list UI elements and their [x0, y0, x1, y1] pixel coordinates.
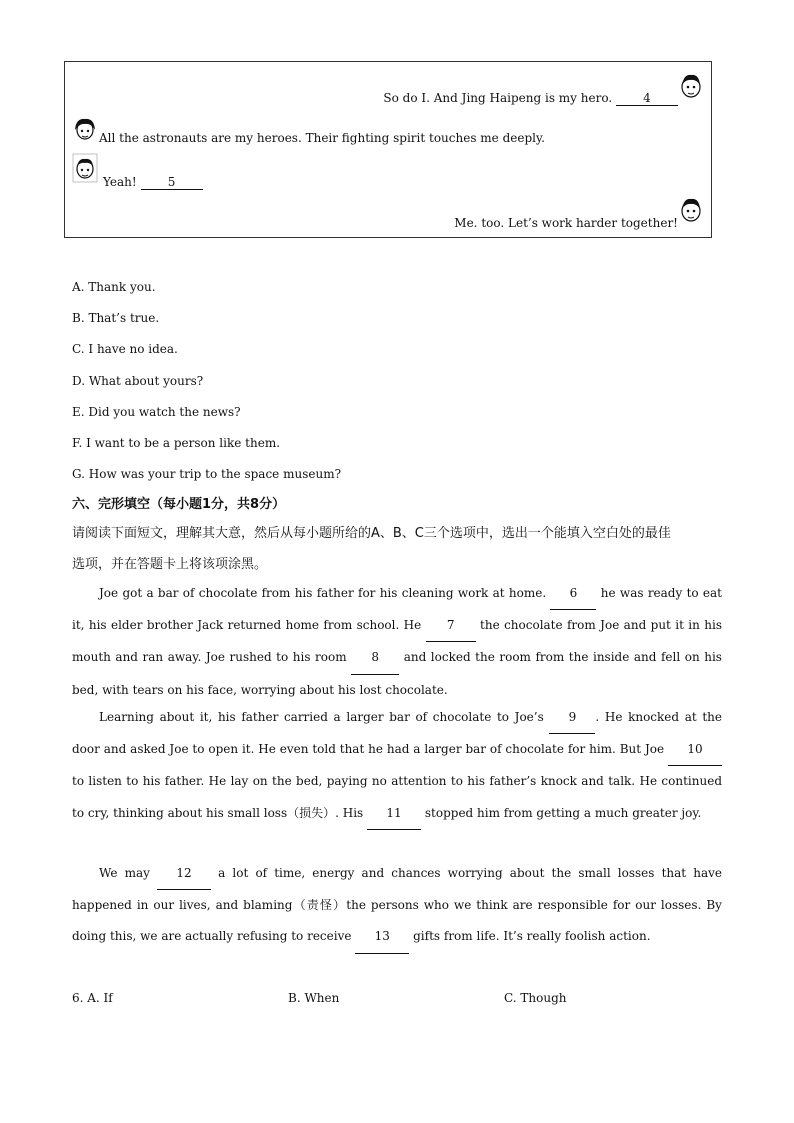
blank-9: 9: [549, 702, 595, 734]
option-a: A. Thank you.: [72, 280, 156, 294]
dialog-line-4: Me. too. Let’s work harder together!: [454, 216, 678, 230]
blank-6: 6: [550, 578, 596, 610]
blank-13: 13: [355, 921, 409, 953]
blank-10: 10: [668, 734, 722, 766]
girl-avatar-icon: [72, 114, 98, 144]
blank-11: 11: [367, 798, 421, 830]
instruction-line-2: 选项，并在答题卡上将该项涂黑。: [72, 557, 268, 572]
passage-paragraph-1: Joe got a bar of chocolate from his father for his cleaning work at home. 6 he was ready to eat it, his elder brother Jack returned home from school. He 7 the chocolate from Joe and put it in his mouth and ran away. Joe rushed to his room 8 and locked the room from the inside and fell on his bed, with tears on his face, worrying about his lost chocolate.: [72, 578, 722, 706]
child-avatar-icon: [72, 153, 98, 183]
option-f: F. I want to be a person like them.: [72, 436, 281, 450]
option-e: E. Did you watch the news?: [72, 405, 241, 419]
option-g: G. How was your trip to the space museum?: [72, 467, 342, 481]
instruction-line-1: 请阅读下面短文，理解其大意，然后从每小题所给的A、B、C三个选项中，选出一个能填入空白处的最佳: [72, 526, 671, 541]
dialog-line-1: So do I. And Jing Haipeng is my hero. 4: [383, 91, 678, 106]
question-6-option-a: 6. A. If: [72, 991, 113, 1005]
question-6-option-c: C. Though: [504, 991, 567, 1005]
blank-7: 7: [426, 610, 476, 642]
blank-12: 12: [157, 858, 211, 890]
blank-5: 5: [141, 175, 203, 190]
dialogue-box: [64, 61, 712, 238]
boy-avatar-icon: [678, 195, 704, 225]
option-b: B. That’s true.: [72, 311, 160, 325]
dialog-line-3: Yeah! 5: [103, 175, 203, 190]
section-heading: 六、完形填空（每小题1分，共8分）: [72, 497, 286, 512]
option-d: D. What about yours?: [72, 374, 204, 388]
option-c: C. I have no idea.: [72, 342, 178, 356]
question-6-option-b: B. When: [288, 991, 340, 1005]
passage-paragraph-3: We may 12 a lot of time, energy and chances worrying about the small losses that have happened in our lives, and blaming（责怪）the persons who we think are responsible for our losses. By doing this, we are actually refusing to receive 13 gifts from life. It’s really foolish action.: [72, 858, 722, 954]
blank-4: 4: [616, 91, 678, 106]
blank-8: 8: [351, 642, 399, 674]
boy-avatar-icon: [678, 71, 704, 101]
dialog-line-2: All the astronauts are my heroes. Their fighting spirit touches me deeply.: [99, 131, 545, 145]
passage-paragraph-2: Learning about it, his father carried a larger bar of chocolate to Joe’s 9 . He knocked at the door and asked Joe to open it. He even told that he had a larger bar of chocolate for him. But Joe 10 to listen to his father. He lay on the bed, paying no attention to his father’s knock and talk. He continued to cry, thinking about his small loss（损失）. His 11 stopped him from getting a much greater joy.: [72, 702, 722, 830]
